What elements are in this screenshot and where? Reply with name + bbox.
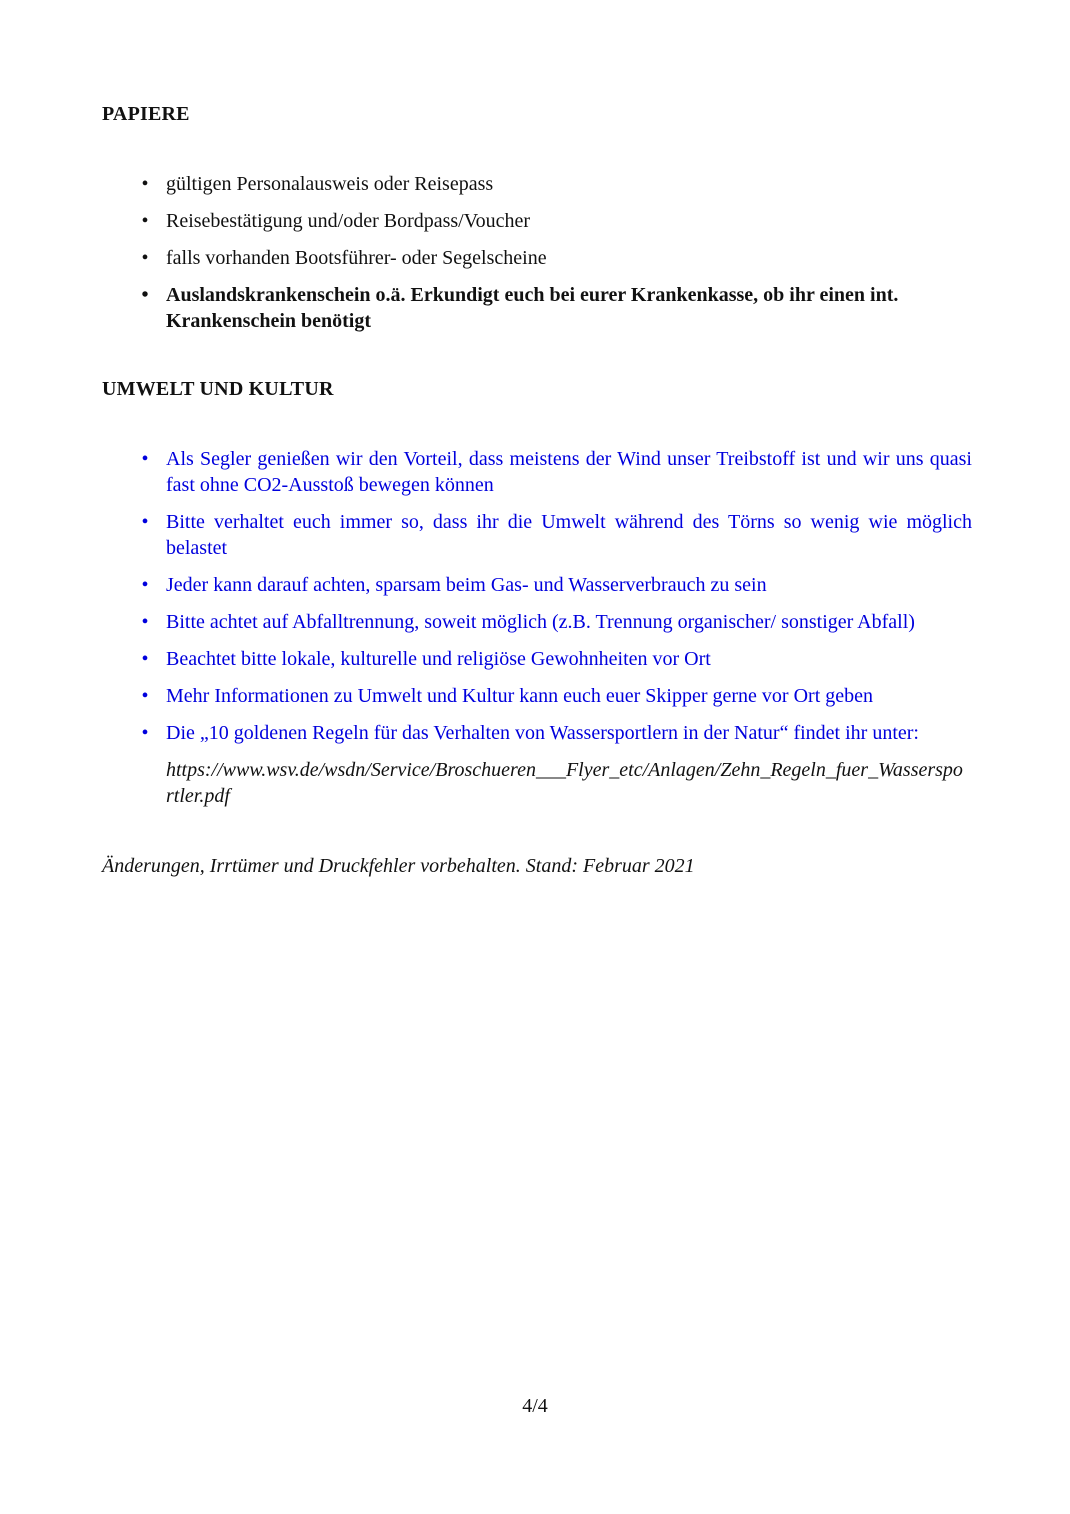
list-item <box>102 171 972 197</box>
list-item-text: Jeder kann darauf achten, sparsam beim Gas- und Wasserverbrauch zu sein <box>166 574 767 596</box>
list-item <box>102 208 972 234</box>
bullet: • <box>141 685 149 707</box>
papiere-heading: PAPIERE <box>102 103 190 125</box>
disclaimer-text: Änderungen, Irrtümer und Druckfehler vorbehalten. Stand: Februar 2021 <box>102 855 695 877</box>
list-item-text: falls vorhanden Bootsführer- oder Segelscheine <box>166 247 547 269</box>
bullet: • <box>141 574 149 596</box>
list-item <box>102 282 972 334</box>
list-item-text: Beachtet bitte lokale, kulturelle und religiöse Gewohnheiten vor Ort <box>166 648 711 670</box>
bullet: • <box>141 722 149 744</box>
list-item <box>102 646 972 672</box>
page-number: 4/4 <box>522 1395 548 1417</box>
bullet: • <box>141 611 149 633</box>
bullet: • <box>141 210 149 232</box>
list-item-text: Auslandskrankenschein o.ä. Erkundigt euch bei eurer Krankenkasse, ob ihr einen int. Krankenschein benötigt <box>166 284 899 332</box>
list-item-text: Bitte verhaltet euch immer so, dass ihr die Umwelt während des Törns so wenig wie möglich belastet <box>166 511 972 559</box>
rules-url-link[interactable]: https://www.wsv.de/wsdn/Service/Broschueren___Flyer_etc/Anlagen/Zehn_Regeln_fuer_Wassersportler.pdf <box>166 759 963 807</box>
bullet: • <box>141 648 149 670</box>
list-item-text: Reisebestätigung und/oder Bordpass/Voucher <box>166 210 531 232</box>
list-item <box>102 683 972 709</box>
bullet: • <box>141 247 149 269</box>
list-item-text: Die „10 goldenen Regeln für das Verhalten von Wassersportlern in der Natur“ findet ihr unter: <box>166 722 919 744</box>
bullet: • <box>141 173 149 195</box>
umwelt-heading: UMWELT UND KULTUR <box>102 378 334 400</box>
page-content <box>102 100 972 880</box>
list-item-text: gültigen Personalausweis oder Reisepass <box>166 173 494 195</box>
list-item <box>102 509 972 561</box>
list-item-text: Mehr Informationen zu Umwelt und Kultur kann euch euer Skipper gerne vor Ort geben <box>166 685 874 707</box>
list-item <box>102 446 972 498</box>
bullet: • <box>141 511 149 533</box>
list-item <box>102 245 972 271</box>
list-item-text: Als Segler genießen wir den Vorteil, dass meistens der Wind unser Treibstoff ist und wir uns quasi fast ohne CO2-Ausstoß bewegen können <box>166 448 972 496</box>
papiere-list <box>102 171 972 334</box>
list-item <box>102 720 972 746</box>
list-item-text: Bitte achtet auf Abfalltrennung, soweit möglich (z.B. Trennung organischer/ sonstiger Abfall) <box>166 611 915 633</box>
umwelt-list <box>102 446 972 746</box>
bullet: • <box>141 448 149 470</box>
list-item <box>102 609 972 635</box>
bullet: • <box>141 284 149 306</box>
list-item <box>102 572 972 598</box>
